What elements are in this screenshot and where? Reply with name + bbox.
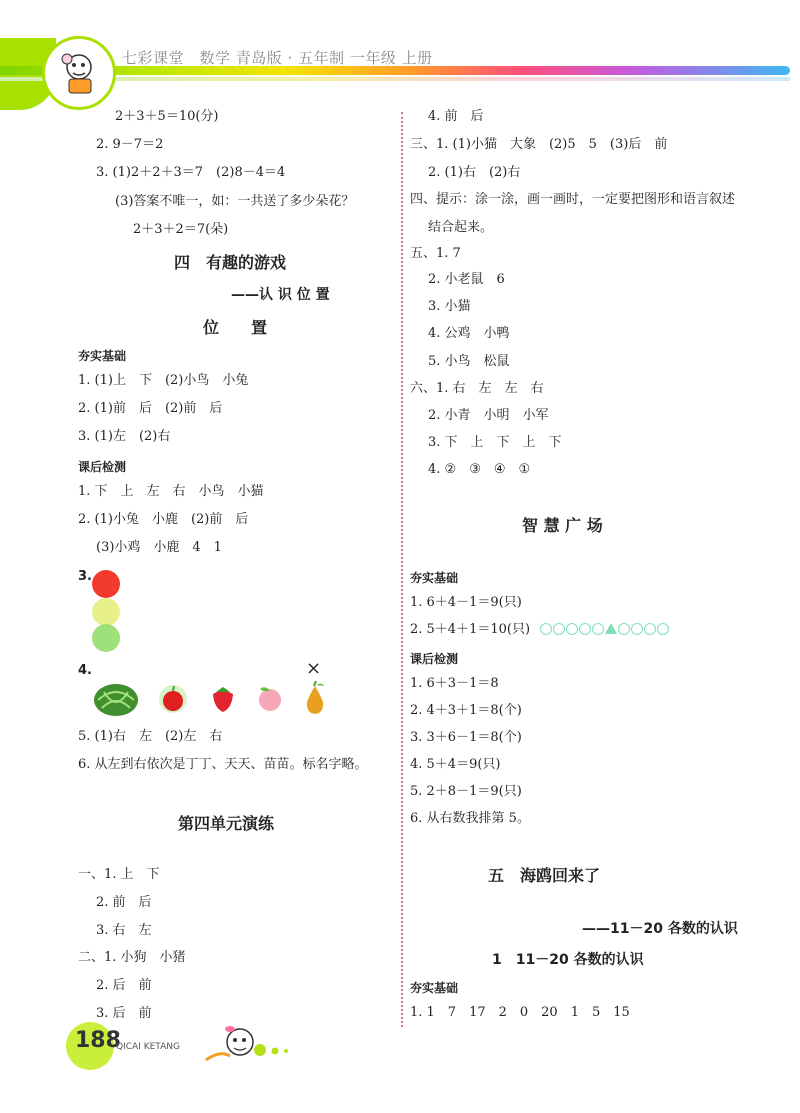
answer-line: 六、1. 右 左 左 右: [410, 381, 544, 396]
answer-line: 1. 1 7 17 2 0 20 1 5 15: [410, 1005, 630, 1020]
mascot-logo: [42, 36, 116, 110]
circle-shape: [657, 623, 669, 635]
pear-icon: [302, 680, 328, 716]
answer-line: 五、1. 7: [410, 246, 461, 261]
wisdom-title: 智 慧 广 场: [522, 516, 603, 535]
answer-line: 2＋3＋2＝7(朵): [133, 222, 229, 237]
apple-icon: [158, 682, 188, 716]
header-title: 七彩课堂 数学 青岛版 · 五年制 一年级 上册: [122, 49, 433, 67]
watermelon-icon: [92, 682, 140, 718]
section-heading: 课后检测: [78, 460, 127, 474]
answer-line: 2. (1)前 后 (2)前 后: [78, 401, 223, 416]
chapter-subtitle: ——认 识 位 置: [231, 287, 330, 303]
answer-line: 3. 下 上 下 上 下: [428, 435, 562, 450]
traffic-light-green: [92, 624, 120, 652]
page-number: 188: [75, 1028, 121, 1053]
circle-shape: [592, 623, 604, 635]
question-number: 3.: [78, 569, 92, 584]
circle-shape: [540, 623, 552, 635]
circle-shape: [644, 623, 656, 635]
section-heading: 夯实基础: [410, 981, 459, 995]
lesson-title: 位 置: [203, 318, 268, 337]
answer-line: 2＋3＋5＝10(分): [115, 109, 219, 124]
answer-line: 3. 小猫: [428, 299, 471, 314]
peach-icon: [256, 683, 284, 713]
answer-line: 3. 后 前: [96, 1006, 152, 1021]
triangle-shape: [605, 623, 617, 634]
mascot-icon: [45, 39, 113, 107]
answer-line: (3)小鸡 小鹿 4 1: [96, 540, 222, 555]
section-heading: 夯实基础: [78, 349, 127, 363]
answer-line: 5. 2＋8－1＝9(只): [410, 784, 522, 799]
answer-line: 2. 小青 小明 小军: [428, 408, 549, 423]
cross-mark: ×: [306, 658, 322, 679]
answer-line: 6. 从右数我排第 5。: [410, 811, 530, 826]
section-heading: 课后检测: [410, 652, 459, 666]
circle-shape: [631, 623, 643, 635]
answer-line: 2. 后 前: [96, 978, 152, 993]
circle-shape: [618, 623, 630, 635]
answer-line: 4. 5＋4＝9(只): [410, 757, 501, 772]
chapter-subtitle: ——11－20 各数的认识: [582, 921, 738, 937]
answer-line: 3. (1)左 (2)右: [78, 429, 171, 444]
answer-line: 4. ② ③ ④ ①: [428, 462, 531, 477]
answer-line: 4. 公鸡 小鸭: [428, 326, 510, 341]
column-divider: [401, 112, 403, 1027]
lesson-title: 1 11－20 各数的认识: [492, 952, 644, 968]
answer-line: 二、1. 小狗 小猪: [78, 950, 186, 965]
answer-line: 1. (1)上 下 (2)小鸟 小兔: [78, 373, 249, 388]
traffic-light-red: [92, 570, 120, 598]
traffic-light-yellow: [92, 598, 120, 626]
unit-title: 第四单元演练: [178, 814, 275, 833]
circle-shape: [553, 623, 565, 635]
circle-shape: [579, 623, 591, 635]
answer-line: 3. 3＋6－1＝8(个): [410, 730, 522, 745]
answer-line: 3. (1)2＋2＋3＝7 (2)8－4＝4: [96, 165, 286, 180]
answer-line: 3. 右 左: [96, 923, 152, 938]
answer-line: 2. (1)小兔 小鹿 (2)前 后: [78, 512, 249, 527]
answer-line: 2. 9－7＝2: [96, 137, 164, 152]
answer-line: 2. 4＋3＋1＝8(个): [410, 703, 522, 718]
answer-line: 1. 6＋3－1＝8: [410, 676, 499, 691]
shape-sequence: [540, 623, 669, 635]
answer-line: 2. 前 后: [96, 895, 152, 910]
answer-line: (3)答案不唯一，如：一共送了多少朵花？: [115, 194, 355, 209]
section-heading: 夯实基础: [410, 571, 459, 585]
strawberry-icon: [210, 684, 236, 714]
question-number: 4.: [78, 663, 92, 678]
answer-line: 1. 6＋4－1＝9(只): [410, 595, 522, 610]
answer-line: 一、1. 上 下: [78, 867, 160, 882]
chapter-title: 四 有趣的游戏: [174, 253, 287, 272]
answer-line: 2. 小老鼠 6: [428, 272, 505, 287]
footer-mascot-icon: [200, 1020, 310, 1070]
answer-line: 4. 前 后: [428, 109, 484, 124]
circle-shape: [566, 623, 578, 635]
answer-line: 四、提示：涂一涂，画一画时，一定要把图形和语言叙述: [410, 192, 736, 207]
answer-line: 2. 5＋4＋1＝10(只): [410, 622, 531, 637]
answer-line: 5. (1)右 左 (2)左 右: [78, 729, 223, 744]
answer-line: 6. 从左到右依次是丁丁、天天、苗苗。标名字略。: [78, 757, 368, 772]
chapter-title: 五 海鸥回来了: [488, 866, 601, 885]
footer-brand: QICAI KETANG: [116, 1042, 180, 1052]
answer-line: 结合起来。: [428, 220, 494, 235]
header-rainbow-bar-light: [0, 77, 790, 81]
answer-line: 2. (1)右 (2)右: [428, 165, 521, 180]
answer-line: 5. 小鸟 松鼠: [428, 354, 510, 369]
answer-line: 1. 下 上 左 右 小鸟 小猫: [78, 484, 264, 499]
answer-line: 三、1. (1)小猫 大象 (2)5 5 (3)后 前: [410, 137, 668, 152]
